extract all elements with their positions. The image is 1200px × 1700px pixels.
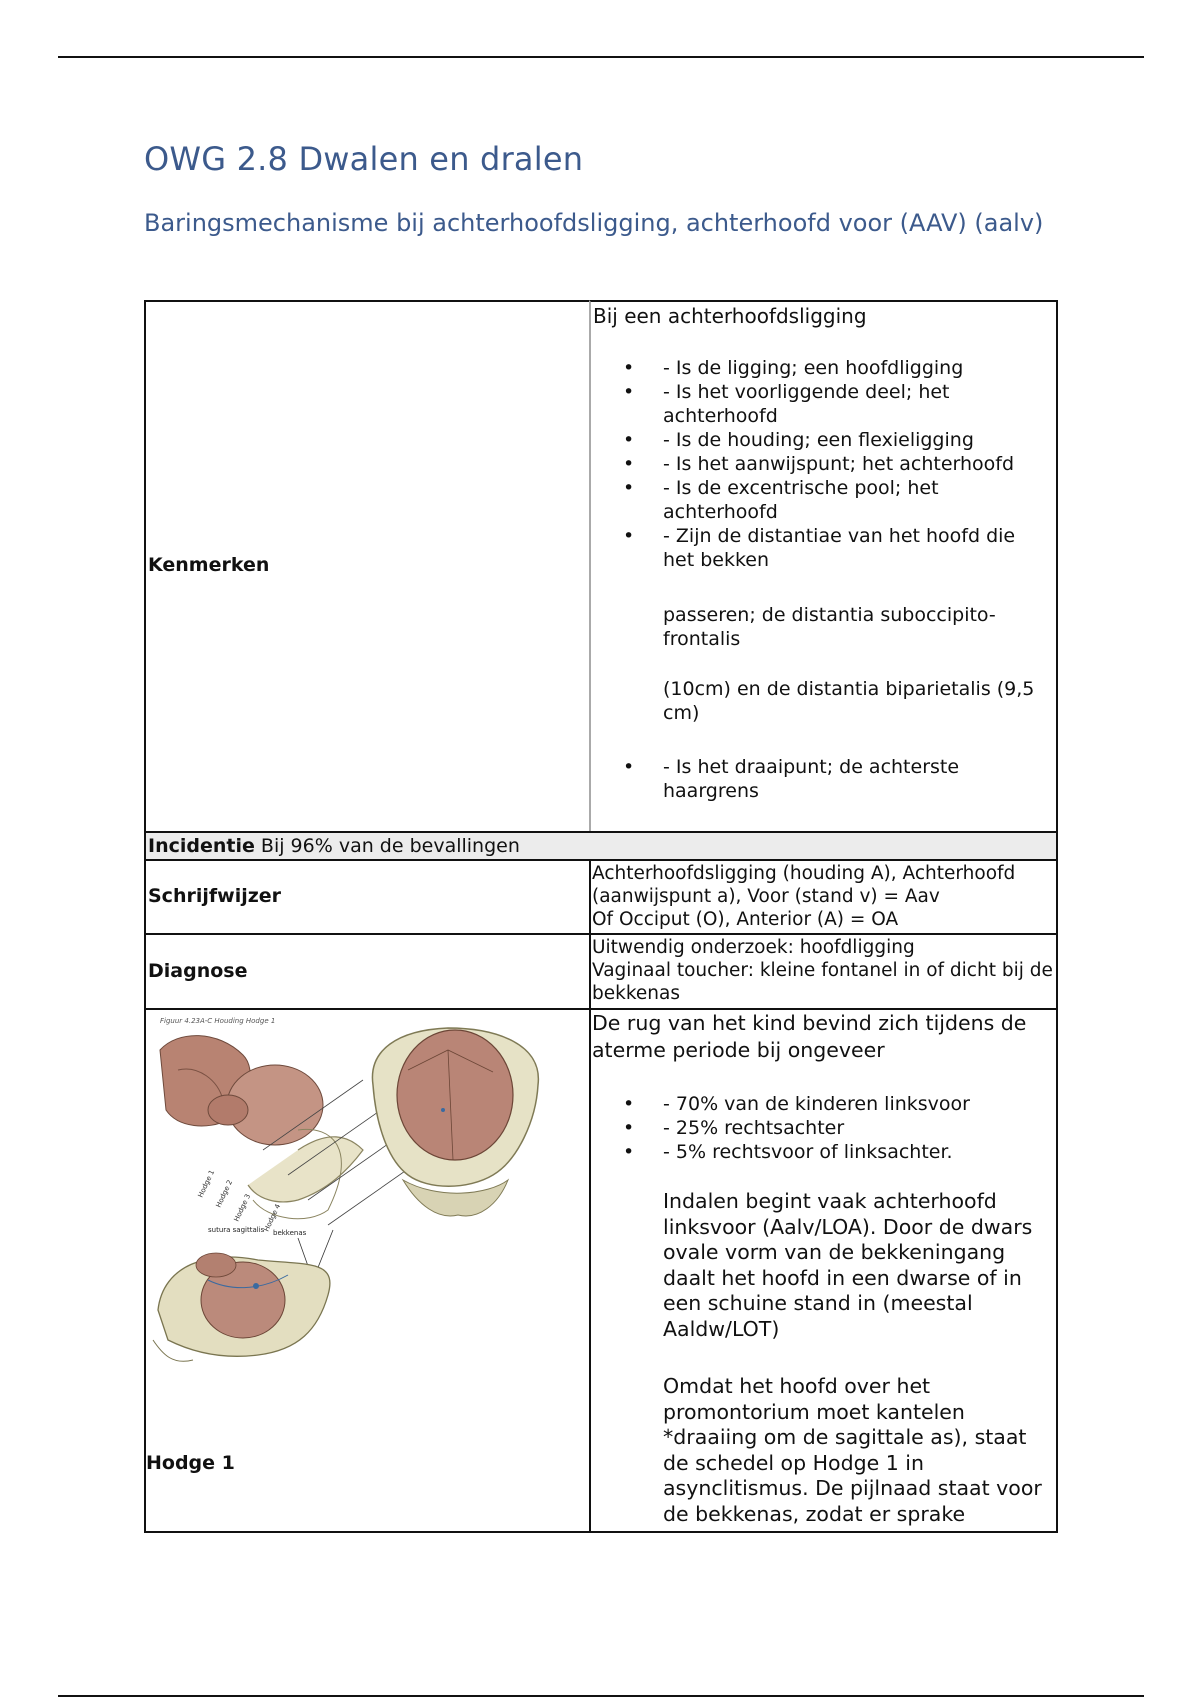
diagnose-content-cell <box>589 933 1058 1010</box>
kenmerken-content-cell <box>589 300 1058 833</box>
schrijfwijzer-line-1: Achterhoofdsligging (houding A), Achterhoofd (aanwijspunt a), Voor (stand v) = Aav <box>592 863 1016 907</box>
page-title: OWG 2.8 Dwalen en dralen <box>144 140 584 178</box>
figure-caption: Figuur 4.23A-C Houding Hodge 1 <box>160 1017 276 1025</box>
hodge-paragraph-1: Indalen begint vaak achterhoofd linksvoor (Aalv/LOA). Door de dwars ovale vorm van de bekkeningang daalt het hoofd in een dwarse of in een schuine stand in (meestal Aaldw/LOT) <box>663 1189 1033 1341</box>
schrijfwijzer-line-2: Of Occiput (O), Anterior (A) = OA <box>592 909 899 930</box>
schrijfwijzer-content-cell <box>589 859 1058 935</box>
incidentie-label: Incidentie <box>148 835 255 857</box>
incidentie-cell <box>144 831 1058 861</box>
diagnose-line-2: Vaginaal toucher: kleine fontanel in of dicht bij de bekkenas <box>592 960 1053 1004</box>
list-item: • - 5% rechtsvoor of linksachter. <box>591 1140 1051 1164</box>
list-item: • - Is de excentrische pool; het achterhoofd <box>591 476 1051 524</box>
kenmerken-continuation-2: (10cm) en de distantia biparietalis (9,5 cm) <box>663 678 1035 724</box>
kenmerken-list <box>591 356 1051 572</box>
kenmerken-continuation-1: passeren; de distantia suboccipito-frontalis <box>663 604 996 650</box>
list-item: • - Is de ligging; een hoofdligging <box>591 356 1051 380</box>
sutura-sagittalis-label: sutura sagittalis <box>208 1226 265 1234</box>
pelvis-side-view-illustration <box>153 1226 333 1361</box>
hodge-figure-label: Hodge 1 <box>196 1168 217 1199</box>
kenmerken-last-list <box>591 755 1051 803</box>
list-item: • - Is het aanwijspunt; het achterhoofd <box>591 452 1051 476</box>
list-item: • - Is het draaipunt; de achterste haargrens <box>591 755 1051 803</box>
hodge-content-cell <box>589 1008 1058 1533</box>
schrijfwijzer-label: Schrijfwijzer <box>148 885 282 907</box>
page-subtitle: Baringsmechanisme bij achterhoofdsligging, achterhoofd voor (AAV) (aalv) <box>144 209 1044 237</box>
diagnose-label-cell <box>144 933 591 1010</box>
list-item: • - 70% van de kinderen linksvoor <box>591 1092 1051 1116</box>
kenmerken-label-cell <box>144 300 591 833</box>
hodge-figure-label: Hodge 2 <box>214 1178 235 1209</box>
hodge-figure-label: Hodge 3 <box>232 1192 253 1223</box>
list-item: • - 25% rechtsachter <box>591 1116 1051 1140</box>
schrijfwijzer-label-cell <box>144 859 591 935</box>
top-rule <box>58 56 1144 58</box>
hodge-label: Hodge 1 <box>146 1452 235 1474</box>
diagnose-line-1: Uitwendig onderzoek: hoofdligging <box>592 937 915 958</box>
hodge-figure <box>148 1010 588 1415</box>
hodge-list <box>591 1092 1051 1164</box>
incidentie-text: Bij 96% van de bevallingen <box>260 835 520 857</box>
kenmerken-label: Kenmerken <box>148 554 270 576</box>
incidentie-row <box>148 834 520 858</box>
pelvis-top-view-illustration <box>372 1028 538 1216</box>
list-item: • - Zijn de distantiae van het hoofd die het bekken <box>591 524 1051 572</box>
list-item: • - Is de houding; een flexieligging <box>591 428 1051 452</box>
hodge-figure-label: Hodge 4 <box>262 1202 283 1233</box>
bekkenas-label: bekkenas <box>273 1229 307 1237</box>
bottom-rule <box>58 1695 1144 1697</box>
diagnose-label: Diagnose <box>148 960 248 982</box>
hodge-paragraph-2: Omdat het hoofd over het promontorium moet kantelen *draaiing om de sagittale as), staat de schedel op Hodge 1 in asynclitismus. De pijlnaad staat voor de bekkenas, zodat er sprake <box>663 1374 1042 1526</box>
list-item: • - Is het voorliggende deel; het achterhoofd <box>591 380 1051 428</box>
kenmerken-intro: Bij een achterhoofdsligging <box>593 304 867 328</box>
hodge-intro: De rug van het kind bevind zich tijdens de aterme periode bij ongeveer <box>592 1011 1027 1062</box>
